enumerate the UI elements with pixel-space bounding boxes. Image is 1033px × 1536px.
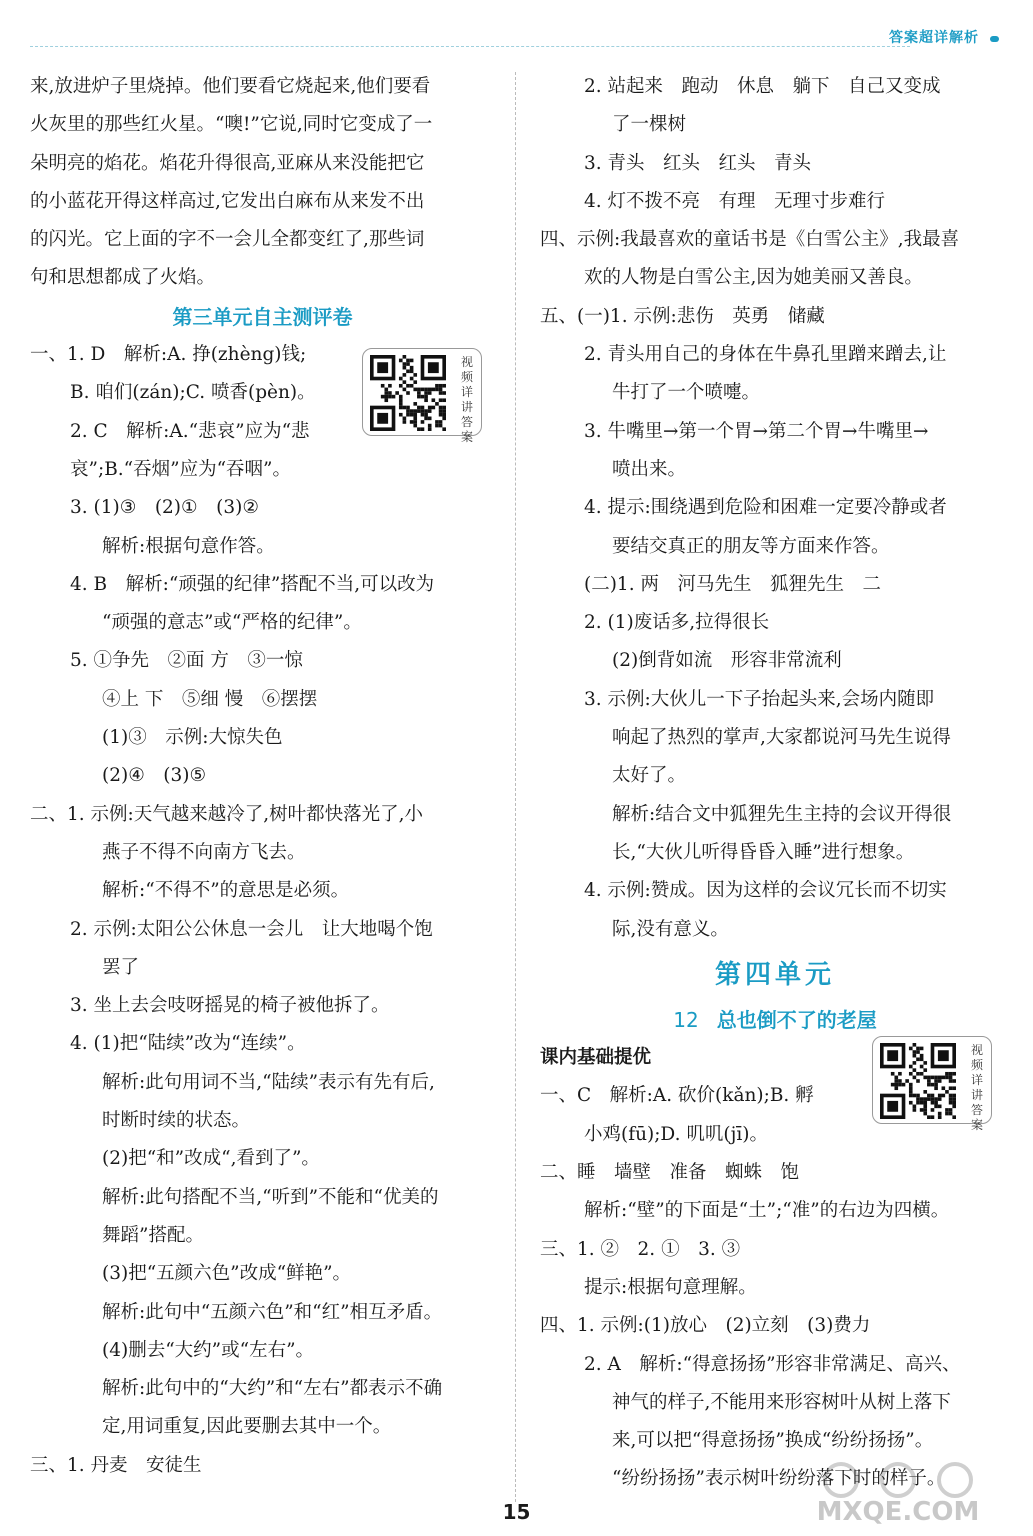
line-text: (3)把“五颜六色”改成“鲜艳”。: [102, 1263, 352, 1285]
header-label: 答案超详解析: [889, 30, 979, 46]
line-text: 3. 牛嘴里→第一个胃→第二个胃→牛嘴里→: [584, 420, 929, 442]
line-text: 二、1. 示例:天气越来越冷了,树叶都快落光了,小: [30, 803, 424, 825]
answer-line: [30, 1447, 495, 1485]
qr-caption: 视频详讲答案: [460, 355, 473, 444]
answer-line: [540, 451, 1010, 489]
line-text: 解析:“不得不”的意思是必须。: [102, 880, 350, 902]
line-text: 2. C 解析:A.“悲哀”应为“悲: [70, 420, 310, 442]
answer-line: [540, 681, 1010, 719]
line-text: 三、1. 丹麦 安徒生: [30, 1454, 202, 1476]
line-text: “纷纷扬扬”表示树叶纷纷落下时的样子。: [612, 1468, 946, 1490]
line-text: 4. (1)把“陆续”改为“连续”。: [70, 1033, 306, 1055]
section-heading: [30, 298, 495, 336]
line-text: (1)③ 示例:大惊失色: [102, 727, 283, 749]
answer-line: [30, 68, 495, 106]
answer-line: [30, 221, 495, 259]
answer-line: [30, 1140, 495, 1178]
answer-line: [540, 106, 1010, 144]
answer-line: [30, 566, 495, 604]
answer-line: [540, 183, 1010, 221]
column-divider: [515, 72, 516, 1502]
line-text: 4. 示例:赞成。因为这样的会议冗长而不切实: [584, 880, 947, 902]
line-text: (2)把“和”改成“,看到了”。: [102, 1148, 320, 1170]
line-text: 解析:此句搭配不当,“听到”不能和“优美的: [102, 1186, 439, 1208]
answer-line: [540, 413, 1010, 451]
answer-line: [30, 681, 495, 719]
answer-line: [30, 451, 495, 489]
line-text: 3. 青头 红头 红头 青头: [584, 152, 812, 174]
answer-line: [540, 1154, 1010, 1192]
answer-line: [30, 1294, 495, 1332]
answer-line: [30, 872, 495, 910]
line-text: 长,“大伙儿听得昏昏入睡”进行想象。: [612, 841, 915, 863]
line-text: 解析:此句用词不当,“陆续”表示有先有后,: [102, 1071, 435, 1093]
line-text: 三、1. ② 2. ① 3. ③: [540, 1238, 741, 1260]
line-text: 解析:结合文中狐狸先生主持的会议开得很: [612, 803, 952, 825]
line-text: 神气的样子,不能用来形容树叶从树上落下: [612, 1391, 951, 1413]
answer-line: [30, 1025, 495, 1063]
line-text: 来,放进炉子里烧掉。他们要看它烧起来,他们要看: [30, 76, 431, 97]
answer-line: [540, 298, 1010, 336]
answer-line: [540, 528, 1010, 566]
line-text: 解析:根据句意作答。: [102, 535, 275, 557]
qr-code-card[interactable]: [362, 348, 482, 444]
line-text: 4. 灯不拨不亮 有理 无理寸步难行: [584, 190, 886, 212]
line-text: 了一棵树: [612, 114, 687, 136]
answer-line: [540, 374, 1010, 412]
line-text: 响起了热烈的掌声,大家都说河马先生说得: [612, 727, 951, 749]
answer-line: [540, 719, 1010, 757]
header-rule: [30, 46, 910, 47]
line-text: 四、示例:我最喜欢的童话书是《白雪公主》,我最喜: [540, 229, 960, 251]
answer-line: [540, 1269, 1010, 1307]
line-text: ④上 下 ⑤细 慢 ⑥摆摆: [102, 688, 318, 710]
line-text: 解析:此句中“五颜六色”和“红”相互矛盾。: [102, 1301, 443, 1323]
answer-line: [540, 336, 1010, 374]
line-text: 2. 示例:太阳公公休息一会儿 让大地喝个饱: [70, 918, 433, 940]
answer-line: [30, 1064, 495, 1102]
answer-line: [540, 796, 1010, 834]
answer-line: [540, 566, 1010, 604]
lesson-number: 12: [673, 1007, 699, 1032]
line-text: 小鸡(fū);D. 叽叽(jī)。: [584, 1123, 768, 1145]
line-text: 3. 坐上去会吱呀摇晃的椅子被他拆了。: [70, 995, 390, 1017]
answer-line: [540, 1346, 1010, 1384]
answer-line: [30, 834, 495, 872]
answer-line: [30, 1370, 495, 1408]
answer-line: [540, 834, 1010, 872]
line-text: (2)④ (3)⑤: [102, 765, 207, 787]
line-text: 朵明亮的焰花。焰花升得很高,亚麻从来没能把它: [30, 152, 425, 174]
line-text: 火灰里的那些红火星。“噢!”它说,同时它变成了一: [30, 114, 433, 136]
line-text: 牛打了一个喷嚏。: [612, 382, 761, 404]
answer-line: [30, 719, 495, 757]
line-text: 4. B 解析:“顽强的纪律”搭配不当,可以改为: [70, 573, 435, 595]
line-text: 4. 提示:围绕遇到危险和困难一定要冷静或者: [584, 497, 947, 519]
watermark-logo: [793, 1458, 1003, 1528]
line-text: 二、睡 墙壁 准备 蜘蛛 饱: [540, 1162, 800, 1184]
answer-line: [30, 757, 495, 795]
line-text: 2. 站起来 跑动 休息 躺下 自己又变成: [584, 76, 941, 97]
answer-line: [30, 489, 495, 527]
answer-line: [30, 1217, 495, 1255]
header-dot: [990, 36, 999, 42]
line-text: 四、1. 示例:(1)放心 (2)立刻 (3)费力: [540, 1315, 871, 1337]
answer-line: [540, 642, 1010, 680]
answer-line: [540, 872, 1010, 910]
line-text: B. 咱们(zán);C. 喷香(pèn)。: [70, 382, 316, 404]
line-text: 欢的人物是白雪公主,因为她美丽又善良。: [584, 267, 923, 289]
line-text: (4)删去“大约”或“左右”。: [102, 1339, 315, 1361]
answer-line: [540, 1307, 1010, 1345]
answer-line: [540, 757, 1010, 795]
line-text: “顽强的意志”或“严格的纪律”。: [102, 612, 362, 634]
right-column: [540, 68, 1010, 1499]
line-text: 际,没有意义。: [612, 918, 729, 940]
answer-line: [30, 949, 495, 987]
line-text: 第四单元: [714, 959, 835, 990]
line-text: 五、(一)1. 示例:悲伤 英勇 储藏: [540, 305, 825, 327]
line-text: 舞蹈”搭配。: [102, 1224, 204, 1246]
line-text: 时断时续的状态。: [102, 1110, 251, 1132]
line-text: 5. ①争先 ②面 方 ③一惊: [70, 650, 303, 672]
line-text: 来,可以把“得意扬扬”换成“纷纷扬扬”。: [612, 1430, 934, 1452]
line-text: 喷出来。: [612, 458, 687, 480]
answer-line: [30, 106, 495, 144]
line-text: 总也倒不了的老屋: [716, 1007, 877, 1032]
line-text: 太好了。: [612, 765, 687, 787]
qr-code-icon: [370, 355, 446, 431]
line-text: 的闪光。它上面的字不一会儿全都变红了,那些词: [30, 229, 425, 251]
line-text: 哀”;B.“吞烟”应为“吞咽”。: [70, 458, 291, 480]
answer-line: [540, 221, 1010, 259]
page-number: 15: [502, 1500, 531, 1524]
line-text: 解析:“壁”的下面是“土”;“准”的右边为四横。: [584, 1200, 950, 1222]
answer-line: [30, 987, 495, 1025]
line-text: 2. 青头用自己的身体在牛鼻孔里蹭来蹭去,让: [584, 344, 947, 366]
answer-line: [540, 911, 1010, 949]
answer-line: [30, 1179, 495, 1217]
line-text: 要结交真正的朋友等方面来作答。: [612, 535, 890, 557]
line-text: 提示:根据句意理解。: [584, 1276, 757, 1298]
answer-line: [540, 1422, 1010, 1460]
answer-line: [30, 1408, 495, 1446]
line-text: 一、C 解析:A. 砍价(kǎn);B. 孵: [540, 1085, 814, 1107]
answer-line: [540, 604, 1010, 642]
unit-heading: [540, 949, 1010, 1001]
line-text: (二)1. 两 河马先生 狐狸先生 二: [584, 573, 881, 595]
line-text: 一、1. D 解析:A. 挣(zhèng)钱;: [30, 344, 307, 366]
answer-line: [30, 911, 495, 949]
qr-caption: 视频详讲答案: [970, 1043, 983, 1132]
answer-line: [540, 68, 1010, 106]
answer-line: [30, 1255, 495, 1293]
answer-line: [30, 1102, 495, 1140]
answer-line: [540, 1192, 1010, 1230]
answer-line: [540, 1384, 1010, 1422]
line-text: 2. (1)废话多,拉得很长: [584, 612, 770, 634]
line-text: 燕子不得不向南方飞去。: [102, 841, 306, 863]
line-text: 罢了: [102, 956, 140, 978]
answer-line: [30, 796, 495, 834]
line-text: 的小蓝花开得这样高过,它发出白麻布从来发不出: [30, 190, 425, 212]
answer-line: [540, 1231, 1010, 1269]
qr-code-icon: [880, 1043, 956, 1119]
line-text: 课内基础提优: [540, 1047, 652, 1069]
line-text: 2. A 解析:“得意扬扬”形容非常满足、高兴、: [584, 1353, 961, 1375]
watermark-text: MXQE.COM: [816, 1497, 980, 1527]
answer-line: [540, 489, 1010, 527]
line-text: 解析:此句中的“大约”和“左右”都表示不确: [102, 1378, 443, 1400]
line-text: 定,用词重复,因此要删去其中一个。: [102, 1416, 392, 1438]
line-text: (2)倒背如流 形容非常流利: [612, 650, 842, 672]
lesson-heading: [540, 1001, 1010, 1039]
line-text: 第三单元自主测评卷: [172, 304, 353, 329]
answer-line: [30, 1332, 495, 1370]
answer-line: [30, 145, 495, 183]
qr-code-card[interactable]: [872, 1036, 992, 1132]
line-text: 句和思想都成了火焰。: [30, 267, 216, 289]
answer-line: [30, 528, 495, 566]
answer-line: [30, 183, 495, 221]
answer-line: [30, 642, 495, 680]
line-text: 3. (1)③ (2)① (3)②: [70, 497, 259, 519]
line-text: 3. 示例:大伙儿一下子抬起头来,会场内随即: [584, 688, 935, 710]
answer-line: [30, 259, 495, 297]
answer-line: [30, 604, 495, 642]
left-column: [30, 68, 495, 1485]
answer-line: [540, 145, 1010, 183]
answer-line: [540, 259, 1010, 297]
